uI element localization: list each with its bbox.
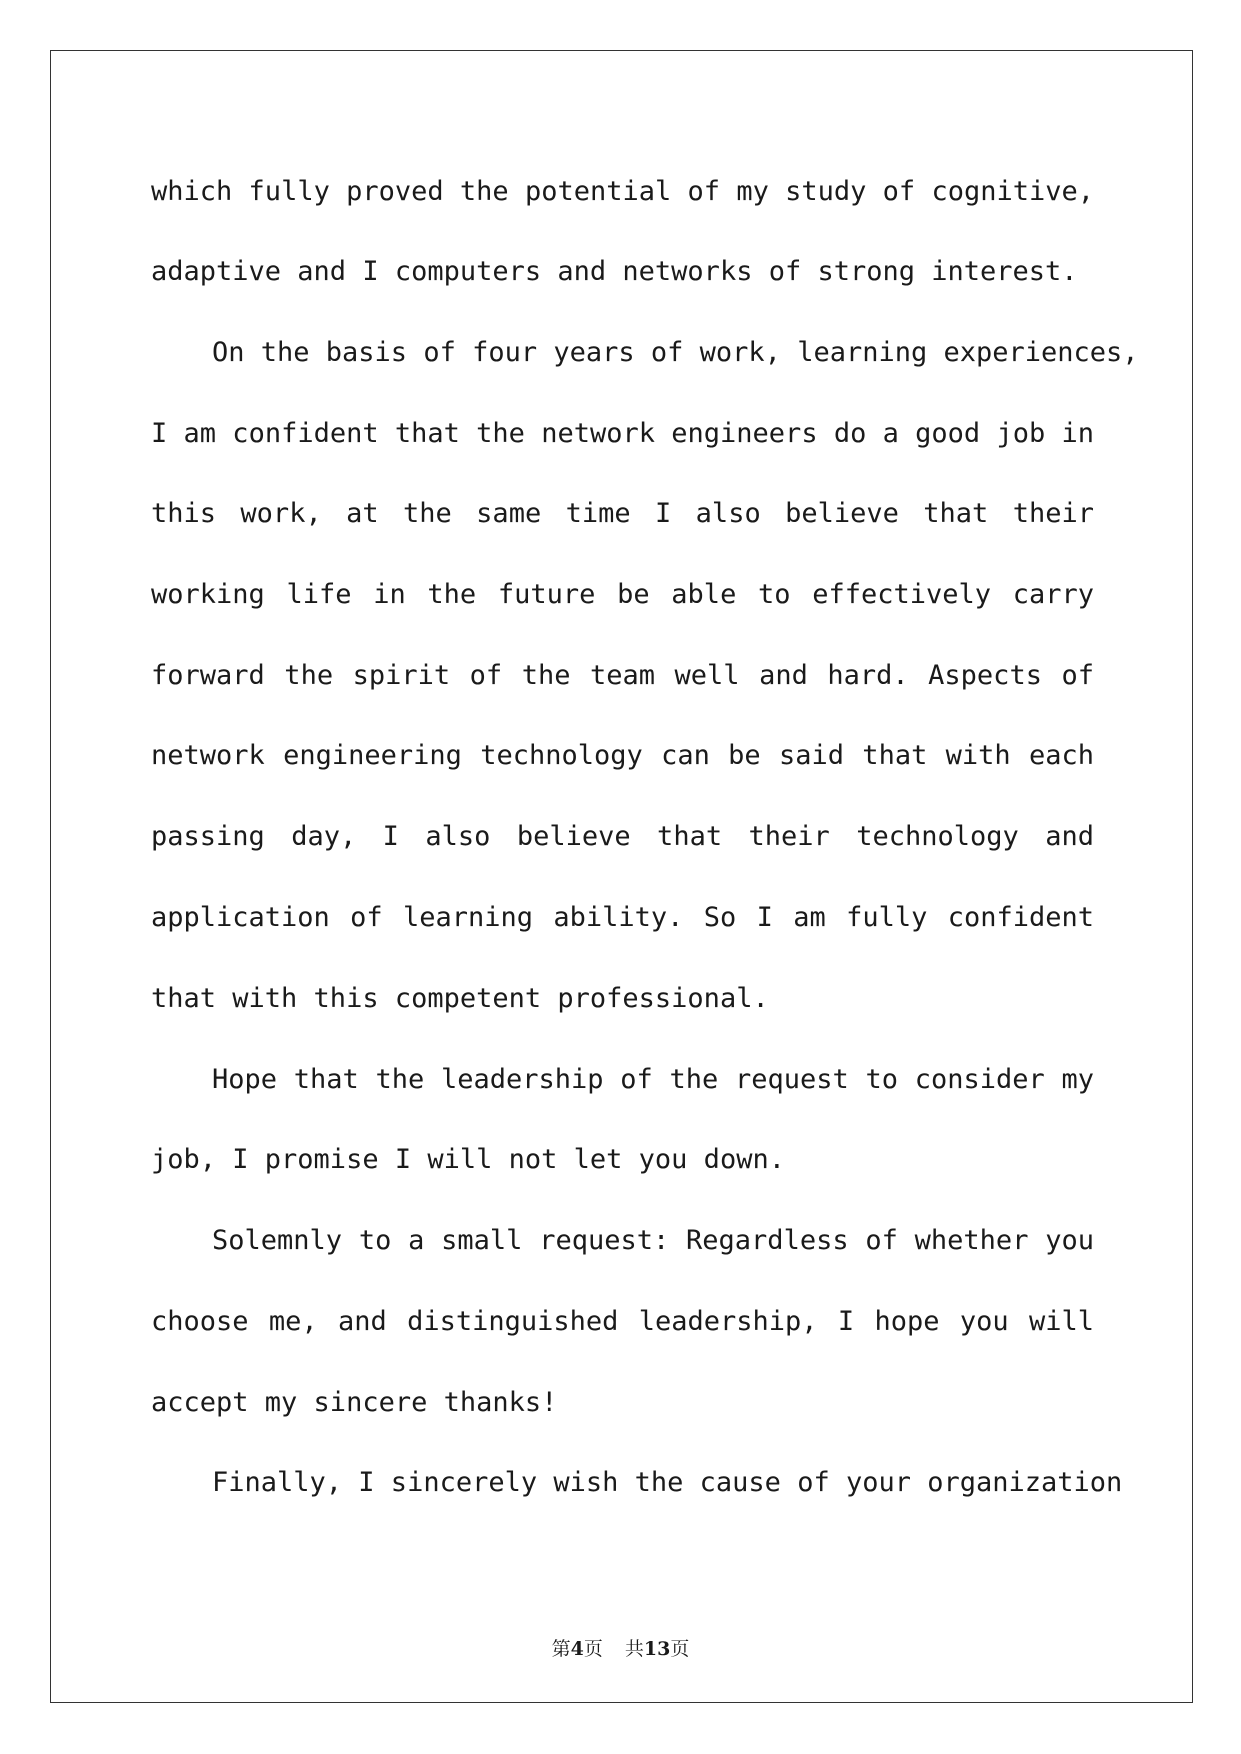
body-line-1: which fully proved the potential of my study of cognitive, — [151, 176, 1094, 207]
total-suffix: 页 — [670, 1638, 690, 1660]
body-line-6: working life in the future be able to effectively carry — [151, 579, 1094, 610]
body-line-2: adaptive and I computers and networks of strong interest. — [151, 256, 1078, 287]
total-pages: 13 — [643, 1638, 671, 1660]
page-suffix: 页 — [583, 1638, 603, 1660]
body-line-13: job, I promise I will not let you down. — [151, 1144, 785, 1175]
body-line-10: application of learning ability. So I am fully confident — [151, 902, 1094, 933]
body-line-15: choose me, and distinguished leadership, I hope you will — [151, 1306, 1094, 1337]
body-line-7: forward the spirit of the team well and hard. Aspects of — [151, 660, 1094, 691]
page-border — [50, 50, 1193, 1703]
page-footer — [0, 1634, 1241, 1661]
body-line-9: passing day, I also believe that their technology and — [151, 821, 1094, 852]
page-prefix: 第 — [551, 1638, 571, 1660]
body-line-12: Hope that the leadership of the request to consider my — [212, 1064, 1094, 1095]
total-prefix: 共 — [624, 1638, 644, 1660]
body-line-3: On the basis of four years of work, learning experiences, — [212, 337, 1139, 368]
body-line-4: I am confident that the network engineers do a good job in — [151, 418, 1094, 449]
body-line-5: this work, at the same time I also believe that their — [151, 498, 1094, 529]
body-line-16: accept my sincere thanks! — [151, 1387, 558, 1418]
body-line-8: network engineering technology can be said that with each — [151, 740, 1094, 771]
body-line-14: Solemnly to a small request: Regardless of whether you — [212, 1225, 1094, 1256]
body-line-11: that with this competent professional. — [151, 983, 769, 1014]
body-line-17: Finally, I sincerely wish the cause of your organization — [212, 1467, 1123, 1498]
page-number: 4 — [570, 1638, 584, 1660]
